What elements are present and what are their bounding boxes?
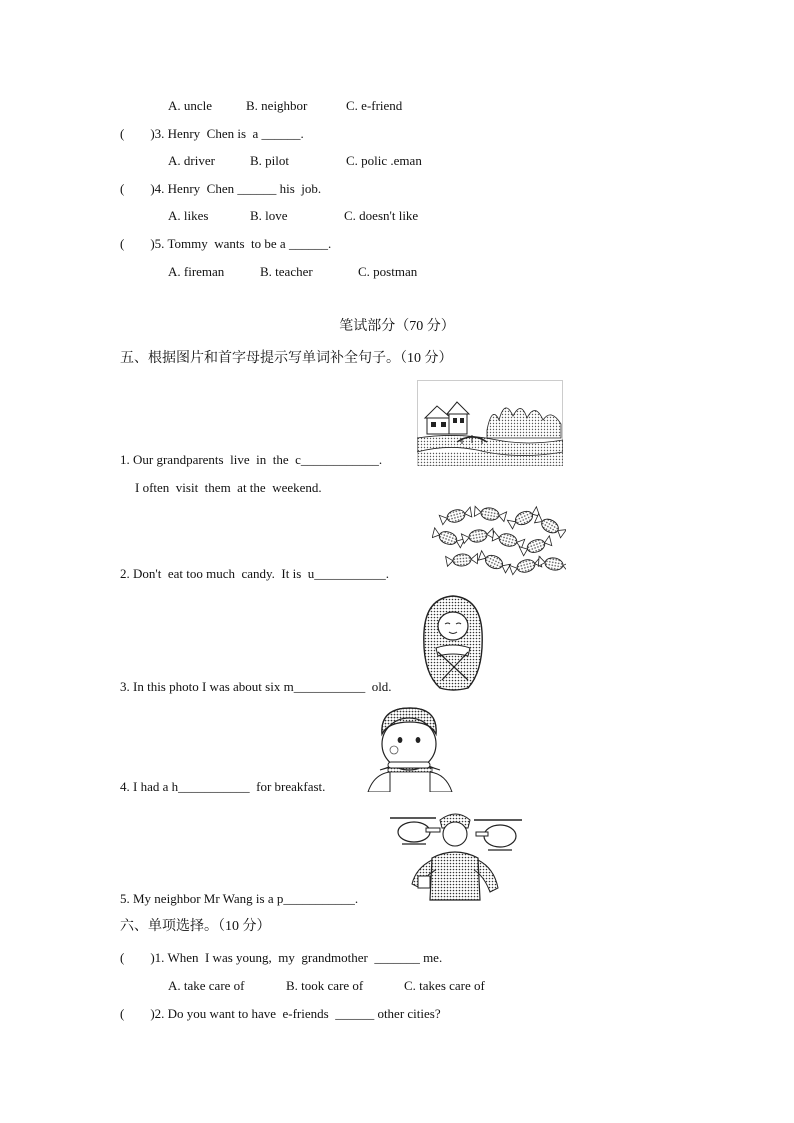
answer-blank[interactable]: ______ — [335, 1006, 375, 1021]
section-5-item-1 — [120, 452, 382, 468]
question-4 — [120, 181, 321, 197]
sentence-text: 2. Don't eat too much candy. It is u — [120, 566, 315, 581]
q2-option-c: C. e-friend — [346, 98, 403, 113]
section-5-item-1-continued: I often visit them at the weekend. — [135, 480, 322, 495]
sentence-end: . — [385, 566, 390, 581]
helicopter-left-icon — [390, 818, 440, 844]
question-3 — [120, 126, 304, 142]
answer-blank[interactable]: _______ — [374, 950, 420, 965]
answer-blank[interactable]: ______ — [288, 236, 328, 251]
q3-option-b: B. pilot — [250, 153, 290, 168]
question-end: . — [300, 126, 304, 141]
sentence-end: . — [378, 452, 383, 467]
answer-blank[interactable]: ___________ — [178, 779, 250, 794]
section-5-heading: 五、根据图片和首字母提示写单词补全句子。（10 分） — [120, 351, 453, 366]
section-5-item-2 — [120, 566, 389, 582]
q4-option-b: B. love — [250, 208, 288, 223]
question-end: his job. — [276, 181, 322, 196]
written-part-title: 笔试部分（70 分） — [339, 319, 455, 334]
question-end: other cities? — [374, 1006, 441, 1021]
q2-option-b: B. neighbor — [246, 98, 308, 113]
sentence-text: 5. My neighbor Mr Wang is a p — [120, 891, 284, 906]
candy-picture — [432, 502, 566, 580]
sentence-text: 4. I had a h — [120, 779, 179, 794]
question-end: me. — [419, 950, 443, 965]
question-text: )4. Henry Chen — [150, 181, 238, 196]
s6-q1-option-c: C. takes care of — [404, 978, 485, 993]
paren-open: ( — [120, 126, 125, 141]
q5-option-c: C. postman — [358, 264, 418, 279]
sentence-end: old. — [365, 679, 392, 694]
countryside-picture — [417, 380, 563, 466]
q4-option-c: C. doesn't like — [344, 208, 419, 223]
section-6-heading: 六、单项选择。（10 分） — [120, 919, 271, 934]
answer-blank[interactable]: ____________ — [300, 452, 379, 467]
helicopter-right-icon — [474, 820, 522, 850]
question-text: )2. Do you want to have e-friends — [150, 1006, 336, 1021]
paren-open: ( — [120, 236, 125, 251]
sentence-end: . — [354, 891, 359, 906]
answer-blank[interactable]: ______ — [237, 181, 277, 196]
q2-option-a: A. uncle — [168, 98, 213, 113]
question-text: )5. Tommy wants to be a — [150, 236, 289, 251]
pilot-picture — [386, 808, 524, 904]
paren-open: ( — [120, 181, 125, 196]
question-end: . — [327, 236, 332, 251]
q4-option-a: A. likes — [168, 208, 209, 223]
section-5-item-5 — [120, 891, 358, 907]
answer-blank[interactable]: ___________ — [283, 891, 355, 906]
q3-option-a: A. driver — [168, 153, 215, 168]
s6-q1-option-b: B. took care of — [286, 978, 364, 993]
sentence-text: 1. Our grandparents live in the c — [120, 452, 301, 467]
sentence-text: 3. In this photo I was about six m — [120, 679, 294, 694]
question-text: )3. Henry Chen is a — [150, 126, 262, 141]
s6-q1-option-a: A. take care of — [168, 978, 245, 993]
section-6-question-2 — [120, 1006, 441, 1022]
q3-option-c: C. polic .eman — [346, 153, 422, 168]
sentence-end: for breakfast. — [249, 779, 326, 794]
section-5-item-3 — [120, 679, 392, 695]
question-text: )1. When I was young, my grandmother — [150, 950, 375, 965]
q5-option-b: B. teacher — [260, 264, 313, 279]
question-5 — [120, 236, 331, 252]
paren-open: ( — [120, 950, 125, 965]
hamburger-boy-picture — [360, 704, 460, 792]
answer-blank[interactable]: ___________ — [314, 566, 386, 581]
answer-blank[interactable]: ______ — [261, 126, 301, 141]
baby-picture — [418, 592, 488, 692]
answer-blank[interactable]: ___________ — [293, 679, 366, 694]
q5-option-a: A. fireman — [168, 264, 225, 279]
section-5-item-4 — [120, 779, 325, 795]
paren-open: ( — [120, 1006, 125, 1021]
section-6-question-1 — [120, 950, 442, 966]
